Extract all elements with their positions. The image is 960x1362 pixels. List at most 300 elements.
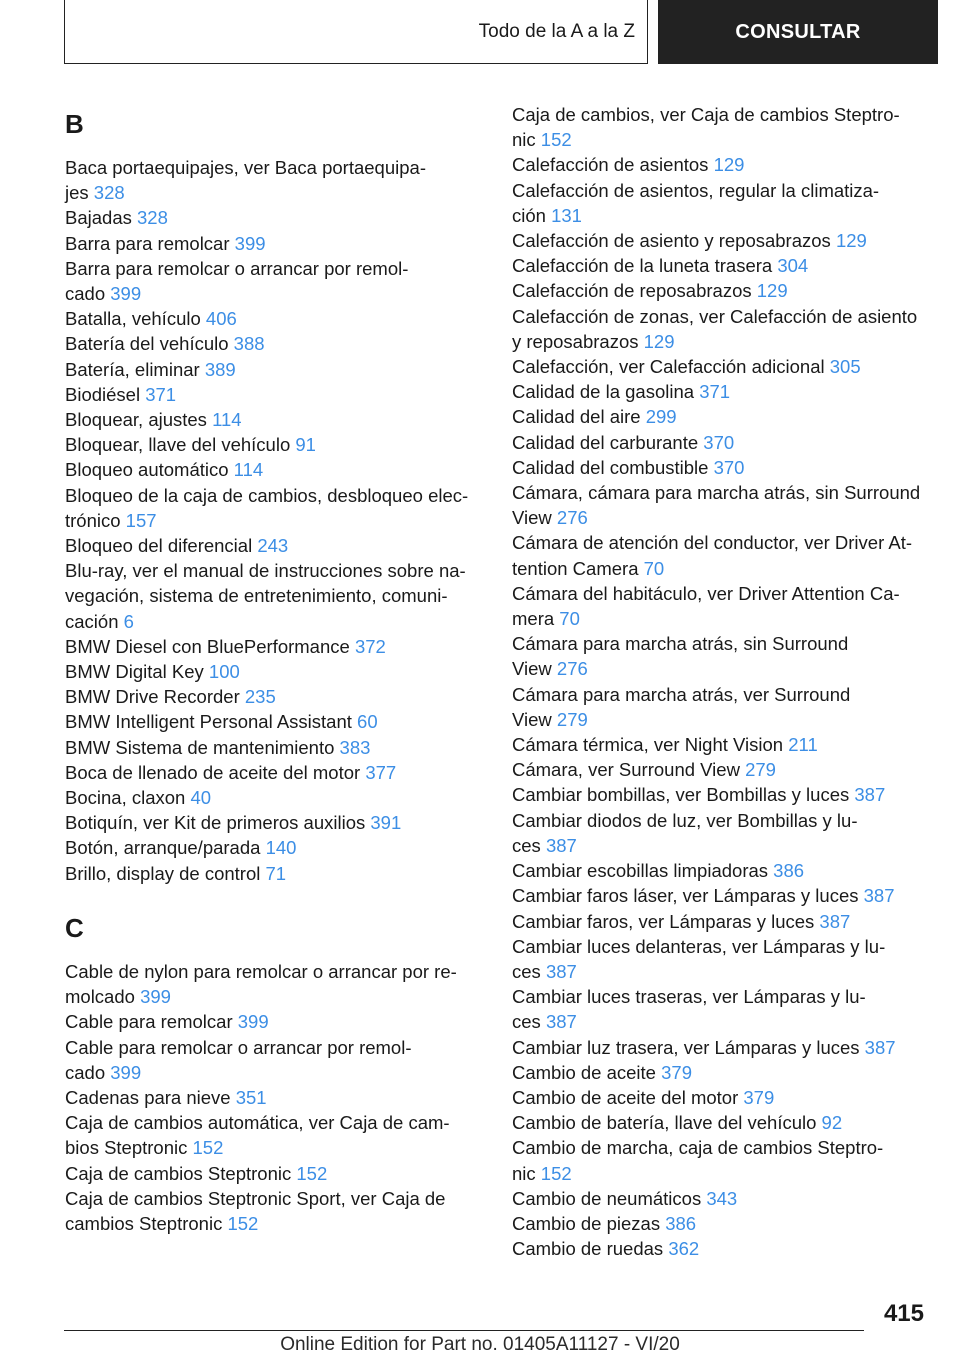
entry-text: Calefacción de asientos [512, 154, 709, 176]
entry-line [512, 581, 932, 606]
entry-line [512, 127, 932, 152]
entry-text: Bajadas [65, 207, 132, 229]
index-entry [65, 483, 483, 533]
entry-text: Brillo, display de control [65, 862, 261, 884]
page-reference-link[interactable]: 328 [137, 207, 168, 229]
entry-text: Caja de cambios automática, ver Caja de cam- [65, 1112, 450, 1134]
index-entry [65, 558, 483, 634]
entry-line [512, 1085, 932, 1110]
entry-text: View [512, 658, 552, 680]
entry-line [65, 984, 483, 1009]
index-entry [512, 1135, 932, 1185]
entry-line [65, 861, 483, 886]
page-reference-link[interactable]: 211 [788, 734, 818, 756]
entry-line [512, 228, 932, 253]
entry-line [512, 102, 932, 127]
entries-c-right [512, 102, 932, 1261]
entry-text: Cambiar bombillas, ver Bombillas y luces [512, 784, 850, 806]
index-entry [512, 934, 932, 984]
entry-text: Calidad del carburante [512, 431, 699, 453]
index-entry [65, 231, 483, 256]
index-entry [512, 808, 932, 858]
entry-text: tention Camera [512, 557, 639, 579]
entry-line [65, 281, 483, 306]
index-entry [512, 1060, 932, 1085]
entry-line [65, 205, 483, 230]
entry-line [65, 407, 483, 432]
index-entry [512, 379, 932, 404]
entry-line [512, 278, 932, 303]
entry-line [65, 1110, 483, 1135]
entry-line [512, 909, 932, 934]
entry-text: View [512, 708, 552, 730]
entry-line [65, 634, 483, 659]
entry-line [512, 833, 932, 858]
index-entry [65, 861, 483, 886]
entry-text: Cámara del habitáculo, ver Driver Attention Ca- [512, 582, 900, 604]
page-reference-link[interactable]: 391 [370, 812, 402, 834]
index-entry [512, 430, 932, 455]
index-entry [65, 432, 483, 457]
page-reference-link[interactable]: 70 [643, 557, 665, 579]
index-entry [65, 634, 483, 659]
entry-line [512, 1035, 932, 1060]
page-reference-link[interactable]: 157 [125, 509, 157, 531]
index-entry [65, 659, 483, 684]
entry-line [512, 808, 932, 833]
entry-line [512, 404, 932, 429]
page-reference-link[interactable]: 140 [265, 837, 297, 859]
entry-text: Cámara de atención del conductor, ver Driver At- [512, 532, 912, 554]
index-entry [65, 760, 483, 785]
entry-text: Cable para remolcar [65, 1011, 233, 1033]
entry-text: bios Steptronic [65, 1137, 188, 1159]
entry-line [65, 684, 483, 709]
page-reference-link[interactable]: 152 [227, 1212, 259, 1234]
page-reference-link[interactable]: 91 [295, 434, 316, 456]
page-number: 415 [883, 1300, 924, 1327]
index-entry [512, 152, 932, 177]
index-entry [65, 684, 483, 709]
index-entry [65, 1186, 483, 1236]
index-entry [512, 909, 932, 934]
entry-text: Cambiar luces delanteras, ver Lámparas y lu- [512, 935, 886, 957]
entry-line [65, 457, 483, 482]
chapter-title: CONSULTAR [735, 20, 861, 43]
page-reference-link[interactable]: 129 [756, 280, 788, 302]
entry-line [65, 785, 483, 810]
entry-line [65, 432, 483, 457]
entry-text: Cadenas para nieve [65, 1086, 231, 1108]
entry-text: Bocina, claxon [65, 787, 186, 809]
entry-line [65, 483, 483, 508]
entry-line [65, 306, 483, 331]
entry-text: Barra para remolcar [65, 232, 230, 254]
entry-line [512, 253, 932, 278]
entry-line [65, 508, 483, 533]
entry-text: Cambio de ruedas [512, 1238, 664, 1260]
index-entry [65, 735, 483, 760]
entry-line [512, 1009, 932, 1034]
entry-text: BMW Digital Key [65, 661, 204, 683]
index-entry [65, 256, 483, 306]
index-entry [512, 404, 932, 429]
page-reference-link[interactable]: 386 [773, 860, 805, 882]
index-entry [512, 782, 932, 807]
entry-text: Cambiar luces traseras, ver Lámparas y lu- [512, 986, 866, 1008]
index-entry [512, 732, 932, 757]
entry-line [512, 1161, 932, 1186]
entry-line [65, 331, 483, 356]
entry-line [512, 631, 932, 656]
entry-text: y reposabrazos [512, 330, 639, 352]
entries-b [65, 155, 483, 886]
header-section-title [64, 0, 648, 64]
entry-line [65, 1211, 483, 1236]
page-reference-link[interactable]: 305 [829, 356, 861, 378]
entry-text: jes [65, 182, 89, 204]
page-reference-link[interactable]: 131 [551, 204, 582, 226]
entry-line [512, 354, 932, 379]
index-column-left [65, 102, 483, 1236]
page-reference-link[interactable]: 276 [556, 507, 588, 529]
entry-text: Calefacción de zonas, ver Calefacción de asiento [512, 305, 918, 327]
entry-text: nic [512, 1162, 536, 1184]
index-entry [512, 1085, 932, 1110]
index-entry [512, 1211, 932, 1236]
entry-line [65, 256, 483, 281]
page-reference-link[interactable]: 399 [110, 1061, 142, 1083]
entry-text: Cámara, cámara para marcha atrás, sin Surround [512, 482, 921, 504]
entry-line [65, 659, 483, 684]
page-reference-link[interactable]: 129 [713, 154, 745, 176]
entry-line [65, 180, 483, 205]
entry-text: Cambiar escobillas limpiadoras [512, 860, 769, 882]
page-reference-link[interactable]: 362 [668, 1238, 700, 1260]
entry-line [512, 656, 932, 681]
entry-text: BMW Sistema de mantenimiento [65, 736, 335, 758]
index-entry [512, 682, 932, 732]
index-entry [512, 228, 932, 253]
entry-text: Bloqueo de la caja de cambios, desbloqueo elec- [65, 484, 469, 506]
page-reference-link[interactable]: 387 [545, 1011, 577, 1033]
page-reference-link[interactable]: 377 [365, 761, 397, 783]
page-reference-link[interactable]: 70 [559, 608, 580, 630]
entry-line [512, 782, 932, 807]
page-reference-link[interactable]: 129 [643, 330, 675, 352]
page-reference-link[interactable]: 383 [339, 736, 371, 758]
entry-text: Bloqueo automático [65, 459, 229, 481]
entry-line [512, 455, 932, 480]
page-reference-link[interactable]: 388 [233, 333, 265, 355]
page-reference-link[interactable]: 371 [145, 383, 177, 405]
entry-line [512, 1211, 932, 1236]
entry-text: Caja de cambios Steptronic Sport, ver Caja de [65, 1187, 446, 1209]
entry-text: Cámara térmica, ver Night Vision [512, 734, 784, 756]
index-entry [512, 530, 932, 580]
index-entry [512, 757, 932, 782]
index-entry [512, 354, 932, 379]
index-entry [512, 1236, 932, 1261]
index-entry [65, 1161, 483, 1186]
entry-text: cación [65, 610, 119, 632]
entry-text: Botón, arranque/parada [65, 837, 261, 859]
index-entry [512, 480, 932, 530]
entry-text: Bloqueo del diferencial [65, 535, 253, 557]
index-entry [512, 581, 932, 631]
entry-text: Biodiésel [65, 383, 141, 405]
page-reference-link[interactable]: 351 [235, 1086, 267, 1108]
index-entry [65, 407, 483, 432]
entry-line [512, 984, 932, 1009]
page-reference-link[interactable]: 371 [699, 381, 731, 403]
page-reference-link[interactable]: 129 [835, 230, 867, 252]
entry-text: Cambiar faros láser, ver Lámparas y luces [512, 885, 859, 907]
entry-line [512, 682, 932, 707]
section-title: Todo de la A a la Z [478, 20, 635, 42]
index-entry [512, 984, 932, 1034]
entry-line [65, 357, 483, 382]
entry-line [65, 1060, 483, 1085]
page-reference-link[interactable]: 235 [244, 686, 276, 708]
entry-text: Cambio de marcha, caja de cambios Steptro- [512, 1137, 884, 1159]
page-reference-link[interactable]: 152 [192, 1137, 224, 1159]
page-reference-link[interactable]: 276 [556, 658, 588, 680]
entry-text: Cámara para marcha atrás, sin Surround [512, 633, 849, 655]
entry-text: mera [512, 608, 555, 630]
entry-line [65, 609, 483, 634]
page-reference-link[interactable]: 372 [354, 635, 386, 657]
entry-line [65, 709, 483, 734]
index-entry [65, 959, 483, 1009]
page-reference-link[interactable]: 279 [556, 708, 588, 730]
index-entry [65, 205, 483, 230]
page-reference-link[interactable]: 399 [237, 1011, 269, 1033]
entry-line [512, 530, 932, 555]
index-entry [65, 709, 483, 734]
entry-text: Cámara, ver Surround View [512, 759, 740, 781]
index-entry [65, 835, 483, 860]
entry-line [65, 1161, 483, 1186]
entry-line [65, 1035, 483, 1060]
entry-line [512, 858, 932, 883]
index-entry [512, 253, 932, 278]
entries-c-left [65, 959, 483, 1236]
page-reference-link[interactable]: 152 [540, 1162, 572, 1184]
index-entry [512, 455, 932, 480]
entry-line [512, 934, 932, 959]
entry-line [512, 1110, 932, 1135]
entry-text: Caja de cambios Steptronic [65, 1162, 292, 1184]
entry-line [512, 480, 932, 505]
entry-text: Cambio de aceite [512, 1061, 656, 1083]
page-reference-link[interactable]: 114 [233, 459, 264, 481]
entry-line [512, 329, 932, 354]
index-entry [65, 306, 483, 331]
index-entry [65, 1110, 483, 1160]
entry-text: Caja de cambios, ver Caja de cambios Steptro- [512, 104, 900, 125]
entry-text: ces [512, 834, 541, 856]
entry-line [512, 556, 932, 581]
entry-line [512, 430, 932, 455]
entry-text: nic [512, 129, 536, 151]
page-reference-link[interactable]: 152 [540, 129, 572, 151]
entry-text: Cambiar diodos de luz, ver Bombillas y lu- [512, 809, 858, 831]
entry-text: Calidad de la gasolina [512, 381, 695, 403]
page-reference-link[interactable]: 71 [265, 862, 287, 884]
page-reference-link[interactable]: 387 [863, 885, 895, 907]
index-entry [512, 304, 932, 354]
index-entry [65, 382, 483, 407]
entry-text: cado [65, 283, 106, 305]
page-reference-link[interactable]: 387 [819, 910, 851, 932]
entry-text: Calidad del aire [512, 406, 641, 428]
entry-line [65, 735, 483, 760]
page-reference-link[interactable]: 299 [645, 406, 677, 428]
entry-text: Calefacción de reposabrazos [512, 280, 752, 302]
entry-line [512, 606, 932, 631]
index-entry [65, 1035, 483, 1085]
entry-text: Cambiar luz trasera, ver Lámparas y luces [512, 1036, 860, 1058]
entry-text: Batalla, vehículo [65, 308, 201, 330]
index-entry [65, 533, 483, 558]
entry-text: BMW Intelligent Personal Assistant [65, 711, 352, 733]
entry-line [512, 757, 932, 782]
entry-text: Cambio de neumáticos [512, 1187, 702, 1209]
page-reference-link[interactable]: 399 [140, 986, 171, 1008]
page-reference-link[interactable]: 389 [204, 358, 236, 380]
index-entry [65, 1085, 483, 1110]
entry-text: Calefacción de asiento y reposabrazos [512, 230, 831, 252]
page-reference-link[interactable]: 328 [93, 182, 125, 204]
entry-line [65, 1009, 483, 1034]
entry-text: Blu-ray, ver el manual de instrucciones sobre na- [65, 560, 466, 582]
entry-line [65, 959, 483, 984]
entry-text: View [512, 507, 552, 529]
index-entry [512, 1110, 932, 1135]
chapter-tab[interactable] [658, 0, 938, 64]
entry-text: ción [512, 204, 546, 226]
entry-text: ces [512, 960, 541, 982]
page-reference-link[interactable]: 343 [706, 1187, 738, 1209]
entry-line [512, 883, 932, 908]
entry-line [65, 810, 483, 835]
index-entry [512, 278, 932, 303]
index-entry [512, 858, 932, 883]
index-entry [65, 810, 483, 835]
entry-line [65, 1135, 483, 1160]
entry-text: Bloquear, ajustes [65, 409, 207, 431]
index-entry [512, 1035, 932, 1060]
entry-text: trónico [65, 509, 121, 531]
page-reference-link[interactable]: 406 [205, 308, 237, 330]
page-reference-link[interactable]: 60 [357, 711, 378, 733]
index-entry [512, 883, 932, 908]
entry-line [65, 760, 483, 785]
page-reference-link[interactable]: 40 [190, 787, 212, 809]
entry-line [65, 533, 483, 558]
entry-text: Batería del vehículo [65, 333, 229, 355]
entry-text: Boca de llenado de aceite del motor [65, 761, 361, 783]
index-entry [65, 1009, 483, 1034]
entry-text: BMW Drive Recorder [65, 686, 240, 708]
page-reference-link[interactable]: 386 [665, 1212, 697, 1234]
entry-text: Cámara para marcha atrás, ver Surround [512, 683, 851, 705]
entry-line [65, 155, 483, 180]
entry-text: ces [512, 1011, 541, 1033]
entry-text: Cambio de batería, llave del vehículo [512, 1112, 817, 1134]
page-reference-link[interactable]: 100 [208, 661, 240, 683]
page-reference-link[interactable]: 279 [745, 759, 776, 781]
index-letter-b: B [65, 109, 84, 139]
page-reference-link[interactable]: 370 [713, 456, 745, 478]
entry-text: Calefacción, ver Calefacción adicional [512, 356, 825, 378]
page-reference-link[interactable]: 152 [296, 1162, 328, 1184]
entry-text: Botiquín, ver Kit de primeros auxilios [65, 812, 366, 834]
entry-text: Calidad del combustible [512, 456, 709, 478]
page-reference-link[interactable]: 114 [212, 409, 242, 431]
index-entry [65, 155, 483, 205]
entry-line [512, 1186, 932, 1211]
index-entry [65, 331, 483, 356]
page-reference-link[interactable]: 379 [743, 1086, 775, 1108]
page-reference-link[interactable]: 370 [703, 431, 735, 453]
entry-text: cambios Steptronic [65, 1212, 223, 1234]
entry-text: vegación, sistema de entretenimiento, comuni- [65, 585, 448, 607]
index-entry [512, 1186, 932, 1211]
index-letter-c: C [65, 912, 84, 943]
entry-text: Bloquear, llave del vehículo [65, 434, 291, 456]
entry-text: cado [65, 1061, 106, 1083]
entry-line [65, 1186, 483, 1211]
entry-line [512, 732, 932, 757]
entry-text: Calefacción de asientos, regular la climatiza- [512, 179, 880, 201]
entry-line [65, 1085, 483, 1110]
entry-line [512, 379, 932, 404]
entry-line [65, 558, 483, 583]
page-reference-link[interactable]: 243 [257, 535, 289, 557]
page-reference-link[interactable]: 387 [864, 1036, 896, 1058]
page-reference-link[interactable]: 387 [854, 784, 886, 806]
index-entry [65, 357, 483, 382]
entry-text: Cable para remolcar o arrancar por remol- [65, 1036, 412, 1058]
page-reference-link[interactable]: 92 [821, 1112, 843, 1134]
entry-text: Calefacción de la luneta trasera [512, 255, 773, 277]
page-reference-link[interactable]: 387 [545, 834, 577, 856]
entry-line [512, 1236, 932, 1261]
entry-text: Cable de nylon para remolcar o arrancar por re- [65, 960, 457, 982]
page-reference-link[interactable]: 304 [777, 255, 809, 277]
page-reference-link[interactable]: 379 [661, 1061, 692, 1083]
page-reference-link[interactable]: 387 [545, 960, 577, 982]
entry-text: molcado [65, 986, 135, 1008]
entry-text: Cambio de aceite del motor [512, 1086, 739, 1108]
page-reference-link[interactable]: 6 [123, 610, 134, 632]
entry-text: Batería, eliminar [65, 358, 200, 380]
index-entry [65, 785, 483, 810]
index-entry [512, 102, 932, 152]
entry-text: Barra para remolcar o arrancar por remol- [65, 257, 409, 279]
entry-line [512, 203, 932, 228]
entry-text: BMW Diesel con BluePerformance [65, 635, 350, 657]
entry-line [65, 231, 483, 256]
entry-line [512, 959, 932, 984]
page-reference-link[interactable]: 399 [234, 232, 266, 254]
page-reference-link[interactable]: 399 [110, 283, 142, 305]
footer-divider [64, 1330, 864, 1331]
entry-line [65, 382, 483, 407]
entry-line [512, 178, 932, 203]
